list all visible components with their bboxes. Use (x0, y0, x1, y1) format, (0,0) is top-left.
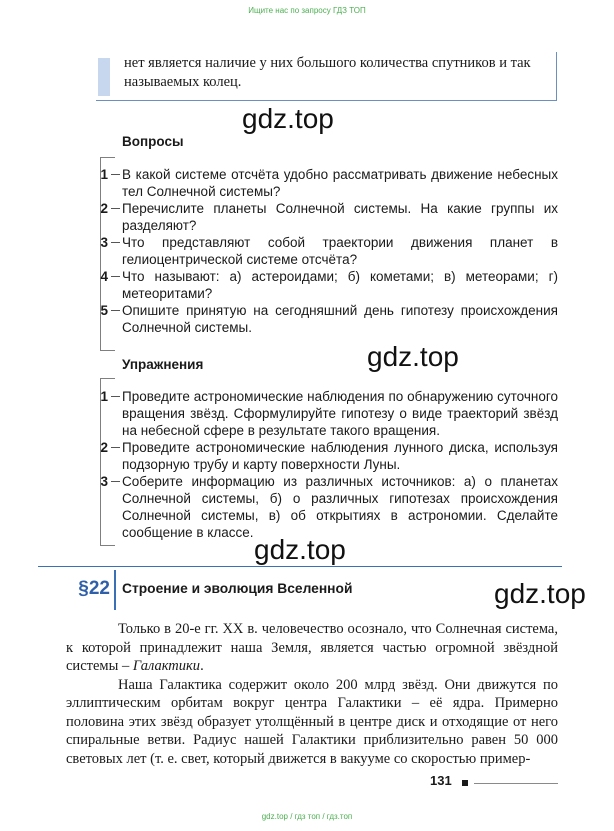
question-number: 1 (100, 167, 108, 182)
paragraph-rule (38, 566, 562, 567)
question-item (94, 268, 558, 302)
body-paragraph (66, 620, 558, 676)
question-text: Что представляют собой траектории движения планет в гелиоцентрической системе отсчёта? (122, 235, 558, 267)
question-number: 3 (100, 235, 108, 250)
question-item (94, 166, 558, 200)
question-text: В какой системе отсчёта удобно рассматривать движение небесных тел Солнечной системы? (122, 167, 558, 199)
term-galaxy: Галактики (132, 658, 201, 674)
body-text: . (200, 658, 204, 674)
body-paragraph: Наша Галактика содержит около 200 млрд звёзд. Они движутся по эллиптическим орбитам вокруг центра Галактики – её ядра. Примерно половина этих звёзд образует утолщённый в центре диск и отходящие от него спиральные ветви. Радиус нашей Галактики приблизительно равен 50 000 световых лет (т. е. свет, который движется в вакууме со скоростью пример- (66, 676, 558, 767)
exercise-number: 3 (100, 474, 108, 489)
question-number: 4 (100, 269, 108, 284)
watermark: gdz.top (242, 103, 334, 134)
question-item (94, 302, 558, 336)
exercise-text: Соберите информацию из различных источников: а) о планетах Солнечной системы, б) о различных гипотезах происхождения Солнечной системы, в) об открытиях в астрономии. Сделайте сообщение в классе. (122, 474, 558, 540)
questions-list (94, 166, 558, 336)
watermark: gdz.top (367, 341, 459, 372)
paragraph-number-box (68, 570, 116, 610)
exercise-item (94, 439, 558, 473)
watermark: gdz.top (254, 534, 346, 565)
exercises-heading: Упражнения (122, 357, 204, 372)
intro-accent-bar (98, 58, 110, 96)
question-text: Что называют: а) астероидами; б) кометами; в) метеорами; г) метеоритами? (122, 269, 558, 301)
question-item (94, 234, 558, 268)
top-banner: Ищите нас по запросу ГДЗ ТОП (248, 6, 366, 15)
item-tick (111, 481, 120, 482)
page-number: 131 (430, 773, 452, 788)
exercise-number: 2 (100, 440, 108, 455)
question-text: Перечислите планеты Солнечной системы. На какие группы их разделяют? (122, 201, 558, 233)
item-tick (111, 208, 120, 209)
question-number: 2 (100, 201, 108, 216)
item-tick (111, 447, 120, 448)
body-text: Только в 20-е гг. XX в. человечество осознало, что Солнечная система, к которой принадлежит наша Земля, является частью огромной звёздной системы – (66, 621, 558, 674)
paragraph-body (66, 620, 558, 768)
exercise-text: Проведите астрономические наблюдения по обнаружению суточного вращения звёзд. Сформулируйте гипотезу о виде траекторий звёзд на небесной сфере в результате такого вращения. (122, 389, 558, 438)
paragraph-number: §22 (78, 578, 110, 599)
bottom-banner: gdz.top / гдз топ / гдз.топ (261, 812, 353, 821)
questions-heading: Вопросы (122, 134, 184, 149)
question-text: Опишите принятую на сегодняшний день гипотезу происхождения Солнечной системы. (122, 303, 558, 335)
exercise-text: Проведите астрономические наблюдения лунного диска, используя подзорную трубу и карту поверхности Луны. (122, 440, 558, 472)
exercises-list (94, 388, 558, 541)
exercise-item (94, 473, 558, 541)
watermark: gdz.top (494, 578, 586, 609)
question-number: 5 (100, 303, 108, 318)
item-tick (111, 174, 120, 175)
page-rule (474, 783, 558, 784)
exercise-item (94, 388, 558, 439)
paragraph-title: Строение и эволюция Вселенной (122, 581, 353, 596)
item-tick (111, 276, 120, 277)
intro-text: нет является наличие у них большого количества спутников и так называемых колец. (124, 55, 531, 90)
item-tick (111, 396, 120, 397)
item-tick (111, 310, 120, 311)
exercise-number: 1 (100, 389, 108, 404)
question-item (94, 200, 558, 234)
item-tick (111, 242, 120, 243)
page-marker-square (462, 780, 468, 786)
